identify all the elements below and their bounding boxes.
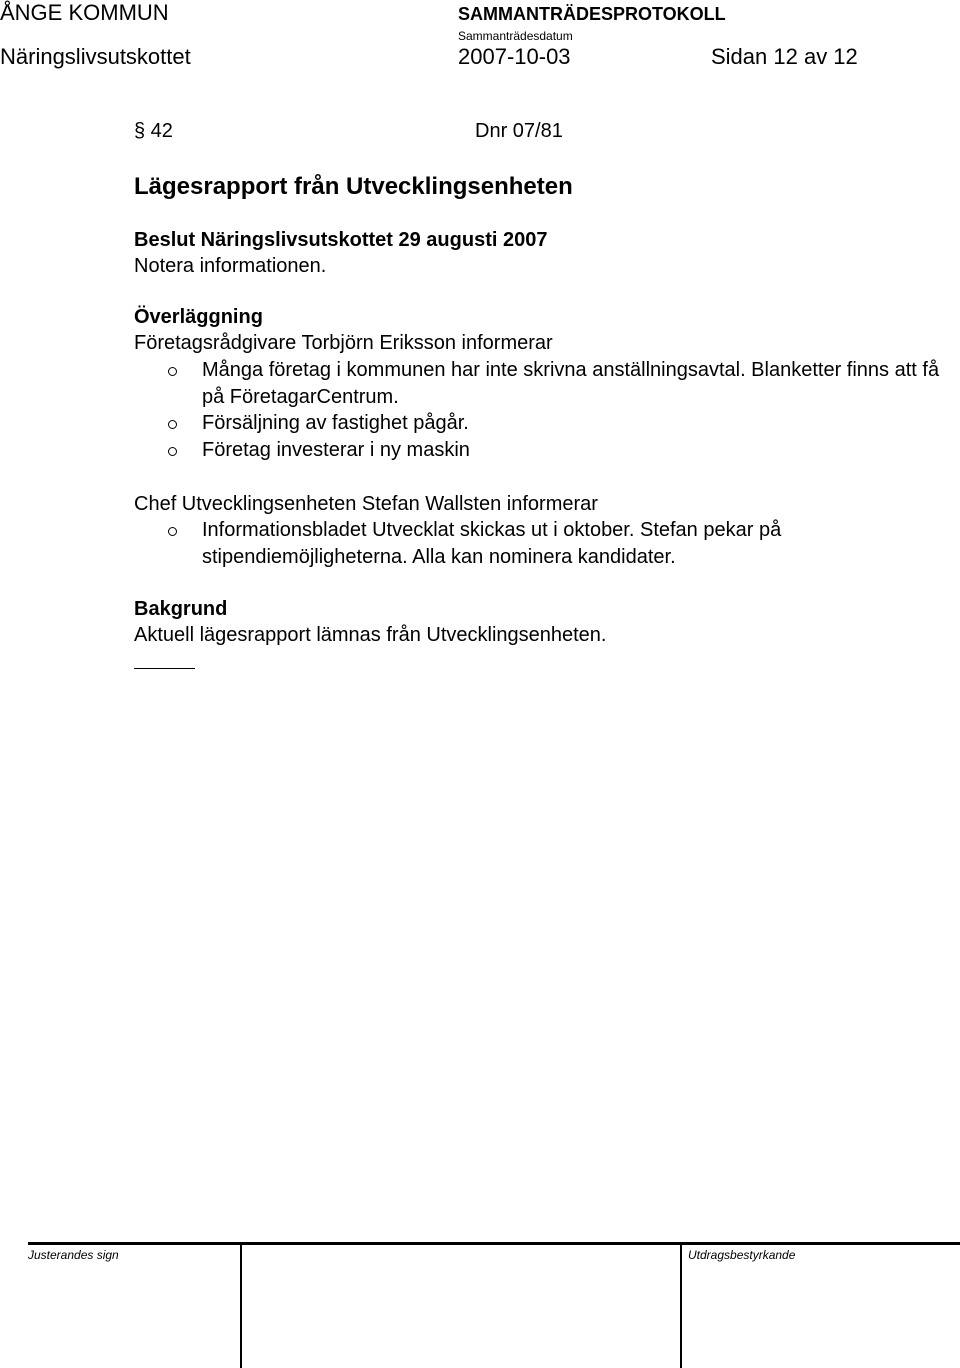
meeting-date: 2007-10-03 [458,44,571,69]
deliberation-section [134,304,553,356]
list-item [134,410,942,437]
footer-divider [680,1245,682,1368]
deliberation-heading: Överläggning [134,306,263,328]
decision-section [134,227,547,279]
diary-number: Dnr 07/81 [475,120,563,142]
list-item [134,357,942,410]
deliberation-intro-2: Chef Utvecklingsenheten Stefan Wallsten informerar [134,493,598,515]
end-rule [134,668,195,669]
municipality-name: ÅNGE KOMMUN [0,0,169,25]
deliberation-bullet-list [134,357,942,463]
excerpt-label: Utdragsbestyrkande [688,1248,796,1262]
committee-name: Näringslivsutskottet [0,44,191,69]
page-number: Sidan 12 av 12 [711,44,858,69]
meeting-date-label: Sammanträdesdatum [458,29,573,43]
decision-heading: Beslut Näringslivsutskottet 29 augusti 2007 [134,229,548,251]
list-item [134,517,942,570]
paragraph-number: § 42 [134,120,173,142]
document-type: SAMMANTRÄDESPROTOKOLL [458,4,726,24]
bullet-icon [168,447,177,456]
bullet-icon [168,367,177,376]
decision-text: Notera informationen. [134,255,327,277]
deliberation-bullet-list-2 [134,517,942,570]
bullet-icon [168,527,177,536]
list-item-text: Många företag i kommunen har inte skrivna anställningsavtal. Blanketter finns att få på FöretagarCentrum. [202,359,940,408]
background-section [134,596,606,648]
list-item-text: Informationsbladet Utvecklat skickas ut i oktober. Stefan pekar på stipendiemöjligheterna. Alla kan nominera kandidater. [202,519,782,568]
footer-top-rule [28,1242,960,1245]
list-item-text: Företag investerar i ny maskin [202,438,470,461]
footer-divider [240,1245,242,1368]
background-heading: Bakgrund [134,598,228,620]
item-title: Lägesrapport från Utvecklingsenheten [134,173,573,200]
background-text: Aktuell lägesrapport lämnas från Utvecklingsenheten. [134,624,607,646]
deliberation-intro: Företagsrådgivare Torbjörn Eriksson informerar [134,332,553,354]
list-item [134,437,942,464]
list-item-text: Försäljning av fastighet pågår. [202,412,469,434]
signer-label: Justerandes sign [28,1248,119,1262]
bullet-icon [168,420,177,429]
